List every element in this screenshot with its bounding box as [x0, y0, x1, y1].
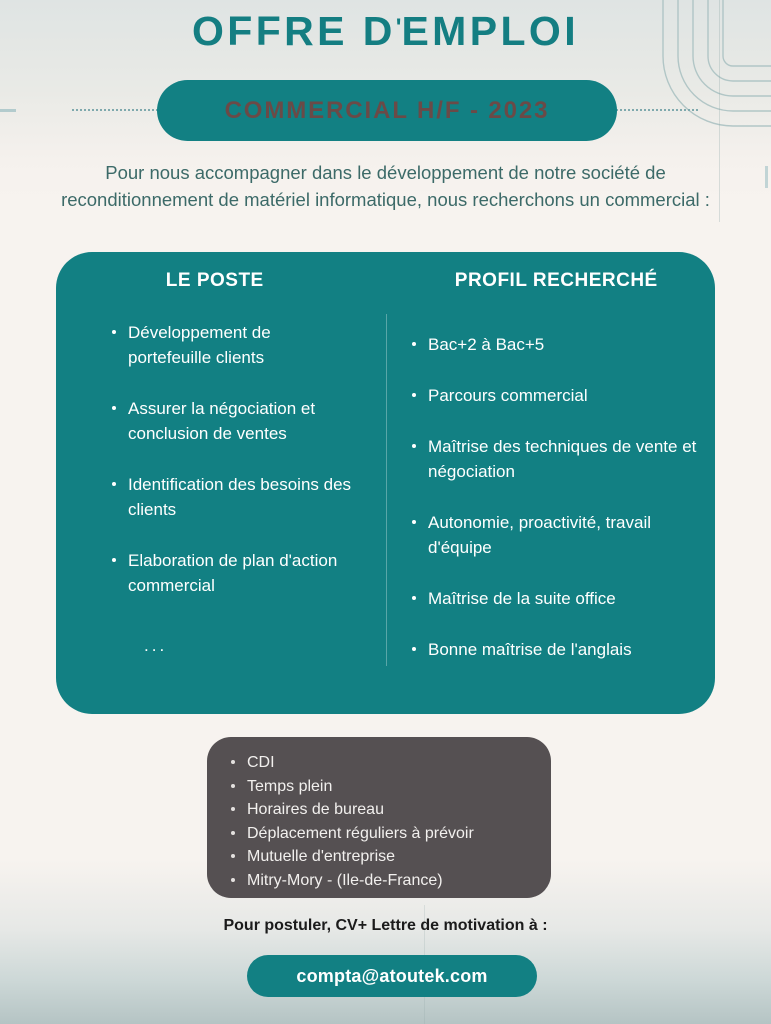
- page-title-part2: EMPLOI: [401, 8, 580, 54]
- list-item: Déplacement réguliers à prévoir: [229, 822, 551, 846]
- conditions-box: [207, 737, 551, 898]
- details-panel: [56, 252, 715, 714]
- dash-mark-decoration-right: [765, 166, 768, 188]
- list-item: Parcours commercial: [410, 383, 701, 408]
- list-item: Développement de portefeuille clients: [110, 320, 358, 370]
- page-title: [0, 8, 771, 55]
- list-item: Identification des besoins des clients: [110, 472, 358, 522]
- list-item: Maîtrise de la suite office: [410, 586, 701, 611]
- list-item: Temps plein: [229, 775, 551, 799]
- list-item: Horaires de bureau: [229, 798, 551, 822]
- subtitle-row: [0, 80, 771, 140]
- list-item: Autonomie, proactivité, travail d'équipe: [410, 510, 701, 560]
- columns-wrapper: [56, 320, 715, 688]
- list-item: Mutuelle d'entreprise: [229, 845, 551, 869]
- column-le-poste: [56, 320, 386, 688]
- email-contact-button[interactable]: [247, 955, 537, 997]
- column-profil-recherche: [386, 320, 715, 688]
- ellipsis-more-indicator: ...: [144, 636, 168, 655]
- column-headings: [56, 270, 715, 292]
- heading-profil-recherche: PROFIL RECHERCHÉ: [454, 270, 658, 291]
- page-title-apostrophe: ': [395, 14, 402, 41]
- list-item: Maîtrise des techniques de vente et négociation: [410, 434, 701, 484]
- poste-list: [110, 320, 358, 598]
- list-item: CDI: [229, 751, 551, 775]
- page-title-part1: OFFRE D: [191, 8, 396, 54]
- list-item: Bonne maîtrise de l'anglais: [410, 637, 701, 662]
- list-item: Bac+2 à Bac+5: [410, 332, 701, 357]
- job-title-badge-label: COMMERCIAL H/F - 2023: [224, 96, 550, 124]
- apply-instructions: Pour postuler, CV+ Lettre de motivation à :: [223, 917, 548, 934]
- intro-paragraph: Pour nous accompagner dans le développement de notre société de reconditionnement de matériel informatique, nous recherchons un commercial :: [61, 162, 710, 210]
- email-contact-label: compta@atoutek.com: [296, 965, 488, 986]
- list-item: Assurer la négociation et conclusion de ventes: [110, 396, 358, 446]
- list-item: Mitry-Mory - (Ile-de-France): [229, 869, 551, 893]
- conditions-list: [229, 751, 551, 892]
- list-item: Elaboration de plan d'action commercial: [110, 548, 358, 598]
- profil-list: [410, 332, 701, 662]
- heading-le-poste: LE POSTE: [165, 270, 264, 291]
- job-title-badge: [157, 80, 617, 141]
